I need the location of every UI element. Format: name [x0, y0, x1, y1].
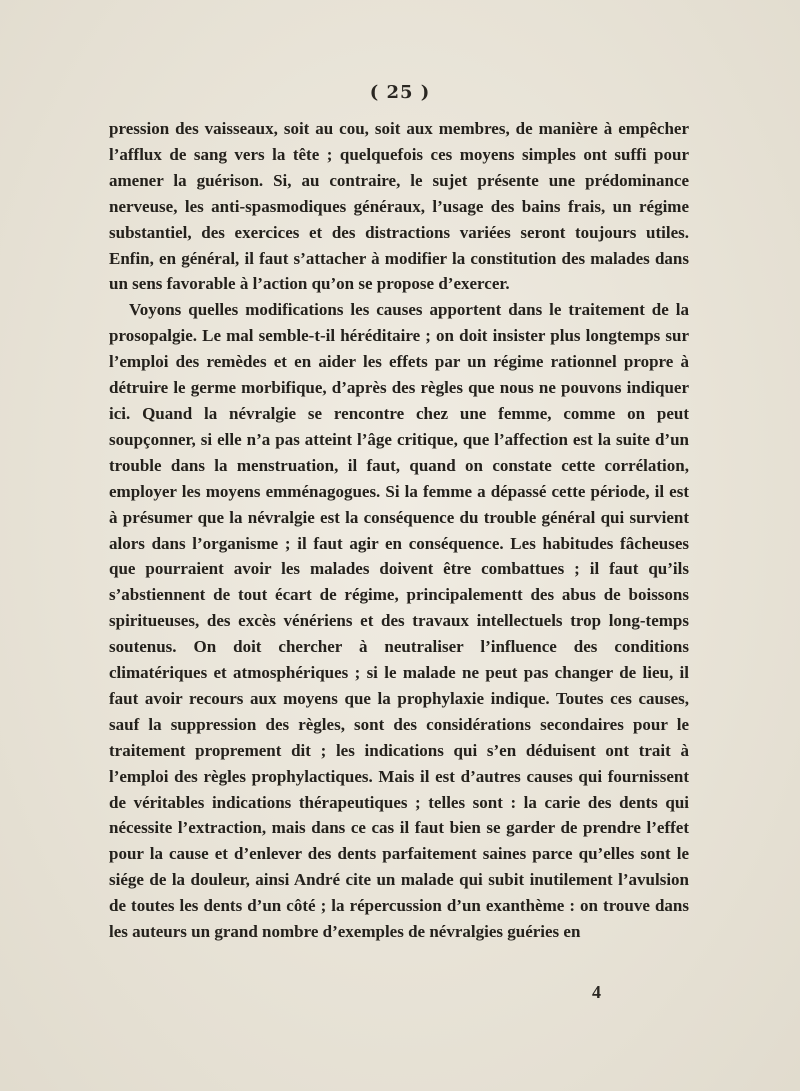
page-number: ( 25 )	[369, 82, 431, 103]
body-text	[109, 116, 689, 945]
paragraph-1: pression des vaisseaux, soit au cou, soit aux membres, de manière à empêcher l’afflux de sang vers la tête ; quelquefois ces moyens simples ont suffi pour amener la guérison. Si, au contraire, le sujet présente une prédominance nerveuse, les anti-spasmodiques généraux, l’usage des bains frais, un régime substantiel, des exercices et des distractions variées seront toujours utiles. Enfin, en général, il faut s’attacher à modifier la constitution des malades dans un sens favorable à l’action qu’on se propose d’exercer.	[109, 119, 689, 294]
signature-mark: 4	[592, 982, 601, 1002]
paragraph-2: Voyons quelles modifications les causes apportent dans le traitement de la prosopalgie. Le mal semble-t-il héréditaire ; on doit insister plus longtemps sur l’emploi des remèdes et en aider les effets par un régime rationnel propre à détruire le germe morbifique, d’après des règles que nous ne pouvons indiquer ici. Quand la névralgie se rencontre chez une femme, comme on peut soupçonner, si elle n’a pas atteint l’âge critique, que l’affection est la suite d’un trouble dans la menstruation, il faut, quand on constate cette corrélation, employer les moyens emménagogues. Si la femme a dépassé cette période, il est à présumer que la névralgie est la conséquence du trouble général qui survient alors dans l’organisme ; il faut agir en conséquence. Les habitudes fâcheuses que pourraient avoir les malades doivent être combattues ; il faut qu’ils s’abstiennent de tout écart de régime, principalementt des abus de boissons spiritueuses, des excès vénériens et des travaux intellectuels trop long-temps soutenus. On doit chercher à neutraliser l’influence des conditions climatériques et atmosphériques ; si le malade ne peut pas changer de lieu, il faut avoir recours aux moyens que la prophylaxie indique. Toutes ces causes, sauf la suppression des règles, sont des considérations secondaires pour le traitement proprement dit ; les indications qui s’en déduisent ont trait à l’emploi des règles prophylactiques. Mais il est d’autres causes qui fournissent de véritables indications thérapeutiques ; telles sont : la carie des dents qui nécessite l’extraction, mais dans ce cas il faut bien se garder de prendre l’effet pour la cause et d’enlever des dents parfaitement saines parce qu’elles sont le siége de la douleur, ainsi André cite un malade qui subit inutilement l’avulsion de toutes les dents d’un côté ; la répercussion d’un exanthème : on trouve dans les auteurs un grand nombre d’exemples de névralgies guéries en	[109, 300, 689, 942]
